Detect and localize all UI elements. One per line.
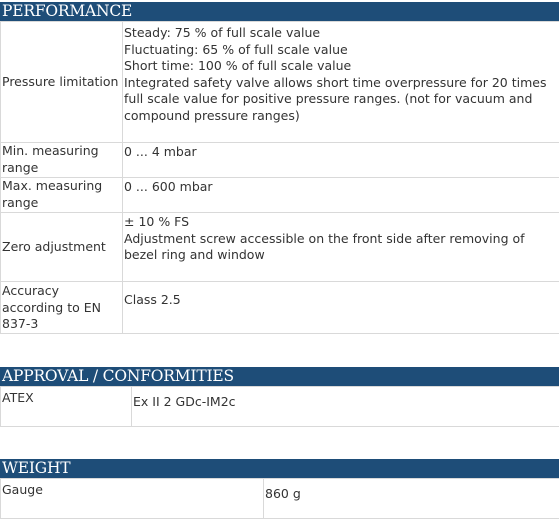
value-line: ± 10 % FS	[124, 214, 190, 229]
value-paragraph: Integrated safety valve allows short time overpressure for 20 times full scale value for positive pressure ranges. (not for vacuum and compound pressure ranges)	[124, 74, 547, 123]
value-line: Short time: 100 % of full scale value	[124, 58, 352, 73]
value-line: Steady: 75 % of full scale value	[124, 25, 321, 40]
row-value-zero-adjustment	[123, 213, 559, 282]
value-paragraph: Adjustment screw accessible on the front side after removing of bezel ring and window	[124, 230, 525, 262]
row-value-atex: Ex II 2 GDc-IM2c	[132, 387, 559, 427]
table-row	[1, 213, 559, 282]
row-label-gauge: Gauge	[1, 479, 264, 519]
row-value-accuracy: Class 2.5	[123, 282, 559, 334]
row-value-pressure-limitation	[123, 22, 559, 143]
table-row	[1, 22, 559, 143]
table-row	[1, 143, 559, 178]
table-row	[1, 387, 559, 427]
row-label-accuracy: Accuracy according to EN 837-3	[1, 282, 123, 334]
row-label-atex: ATEX	[1, 387, 132, 427]
section-header-approval: APPROVAL / CONFORMITIES	[0, 367, 559, 386]
table-row	[1, 178, 559, 213]
section-header-performance: PERFORMANCE	[0, 2, 559, 21]
row-label-zero-adjustment: Zero adjustment	[1, 213, 123, 282]
row-label-max-measuring-range: Max. measuring range	[1, 178, 123, 213]
row-value-max-measuring-range: 0 ... 600 mbar	[123, 178, 559, 213]
row-value-min-measuring-range: 0 ... 4 mbar	[123, 143, 559, 178]
approval-table	[0, 386, 559, 427]
section-header-weight: WEIGHT	[0, 459, 559, 478]
row-value-gauge: 860 g	[264, 479, 559, 519]
row-label-pressure-limitation: Pressure limitation	[1, 22, 123, 143]
performance-table	[0, 21, 559, 334]
weight-table	[0, 478, 559, 519]
value-line: Fluctuating: 65 % of full scale value	[124, 41, 348, 57]
table-row	[1, 479, 559, 519]
table-row	[1, 282, 559, 334]
row-label-min-measuring-range: Min. measuring range	[1, 143, 123, 178]
